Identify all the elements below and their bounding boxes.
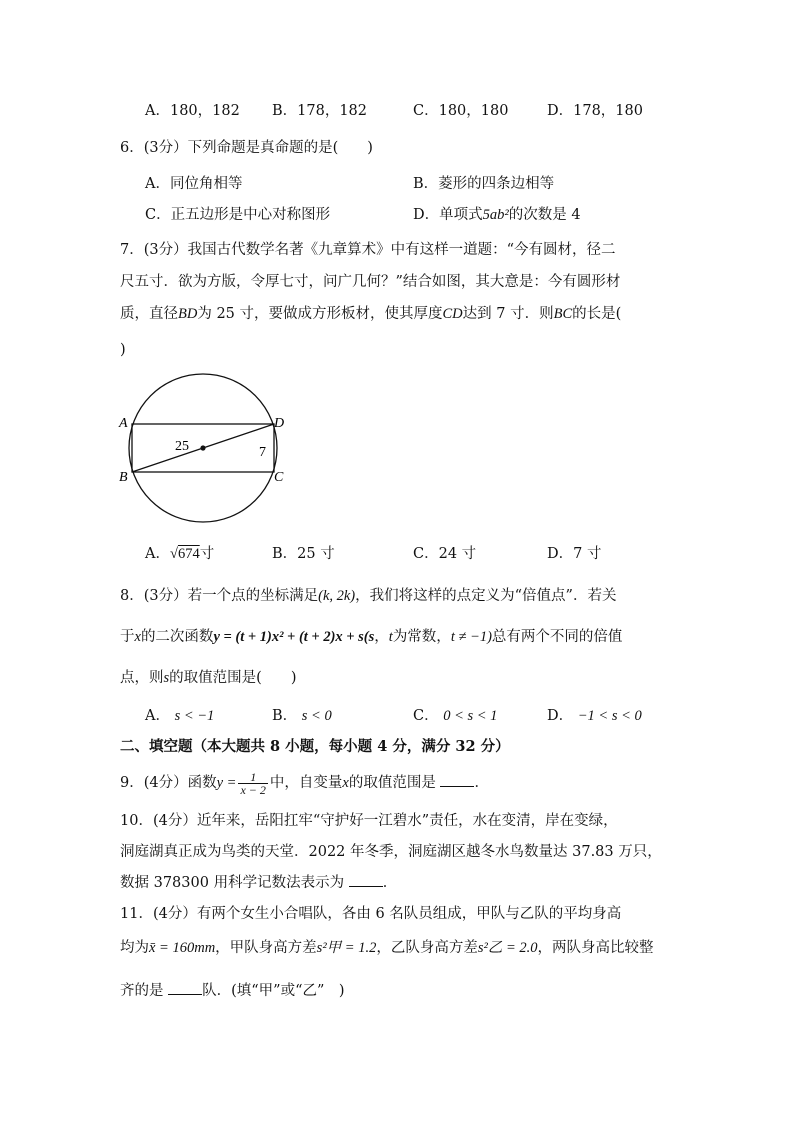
q8-text-c: 于 <box>120 629 135 645</box>
q8-option-d <box>547 706 642 726</box>
label-7: 7 <box>259 445 266 460</box>
q6-stem: 6．(3分）下列命题是真命题的是( ) <box>120 140 373 156</box>
q8-text-b: ，我们将这样的点定义为“倍值点”．若关 <box>355 588 617 604</box>
q10-line-2: 洞庭湖真正成为鸟类的天堂．2022 年冬季，洞庭湖区越冬水鸟数量达 37.83 万只， <box>120 844 662 860</box>
q7-text-a: 质，直径 <box>120 306 178 322</box>
q5-option-b: B．178，182 <box>272 103 368 119</box>
q6-option-d-monomial: 5ab² <box>482 207 509 223</box>
q8-var-s: s <box>163 670 170 686</box>
q8-text-e: ， <box>374 629 389 645</box>
q8-option-d-expr: −1 < s < 0 <box>577 708 642 724</box>
q10-text-end: ． <box>382 875 398 891</box>
q9-var-y: y = <box>216 775 237 791</box>
q9-text-b: 中，自变量 <box>269 775 343 791</box>
q11-text-e: 齐的是 <box>120 983 164 999</box>
q6-option-c: C．正五边形是中心对称图形 <box>145 207 331 223</box>
q10-answer-blank[interactable] <box>349 872 383 887</box>
q7-option-a-label: A． <box>145 546 170 562</box>
label-a: A <box>119 416 128 431</box>
q10-text: 数据 378300 用科学记数法表示为 <box>120 875 345 891</box>
q7-line-1: 7．(3分）我国古代数学名著《九章算术》中有这样一道题：“今有圆材，径二 <box>120 242 616 258</box>
q8-option-a-expr: s < −1 <box>174 708 215 724</box>
q8-option-d-label: D． <box>547 708 574 724</box>
q7-line-4: ) <box>120 342 126 358</box>
q11-text-f: 队．(填“甲”或“乙” ) <box>202 983 345 999</box>
q8-text-i: 的取值范围是( ) <box>169 670 297 686</box>
q11-answer-blank[interactable] <box>168 980 202 995</box>
q9-line <box>120 770 489 796</box>
q8-text-f: 为常数， <box>392 629 451 645</box>
q5-option-d: D．178，180 <box>547 103 643 119</box>
q7-var-bd: BD <box>178 306 198 322</box>
q6-option-d-suffix: 的次数是 4 <box>508 207 581 223</box>
q11-line-2 <box>120 938 653 958</box>
q8-option-b-label: B． <box>272 708 298 724</box>
q7-text-b: 为 25 寸，要做成方形板材，使其厚度 <box>197 306 443 322</box>
q9-denominator: x − 2 <box>240 782 266 797</box>
q11-line-3 <box>120 980 345 1001</box>
q7-option-b: B．25 寸 <box>272 546 335 562</box>
q7-var-bc: BC <box>553 306 573 322</box>
label-b: B <box>119 470 128 485</box>
q9-answer-blank[interactable] <box>440 772 474 787</box>
q8-option-c-expr: 0 < s < 1 <box>443 708 498 724</box>
q8-option-a-label: A． <box>145 708 170 724</box>
q8-option-c <box>413 706 497 726</box>
q8-text-h: 点，则 <box>120 670 164 686</box>
q11-mean-expr: x̄ = 160mm <box>149 940 216 956</box>
label-c: C <box>274 470 284 485</box>
q9-fraction <box>238 771 267 796</box>
q11-variance-yi: s²乙 = 2.0 <box>477 940 538 956</box>
q9-text-a: 9．(4分）函数 <box>120 775 217 791</box>
q6-option-d-prefix: D．单项式 <box>413 207 483 223</box>
q7-line-2: 尺五寸．欲为方版，令厚七寸，问广几何？”结合如图，其大意是：今有圆形材 <box>120 274 621 290</box>
q7-option-a-radical: √674 <box>169 546 200 562</box>
q7-text-d: 的长是( <box>572 306 622 322</box>
q11-text-d: ，两队身高比较整 <box>537 940 654 956</box>
label-d: D <box>274 416 285 431</box>
q7-option-a-unit: 寸 <box>199 546 215 562</box>
q8-option-b-expr: s < 0 <box>301 708 332 724</box>
section-2-heading: 二、填空题（本大题共 8 小题，每小题 4 分，满分 32 分） <box>120 738 510 755</box>
q5-option-c: C．180，180 <box>413 103 509 119</box>
q11-text-b: ，甲队身高方差 <box>215 940 317 956</box>
q7-line-3 <box>120 304 621 324</box>
q6-option-d <box>413 205 581 225</box>
q6-option-b: B．菱形的四条边相等 <box>413 176 555 192</box>
q7-option-a-radicand: 674 <box>177 546 200 562</box>
q9-numerator: 1 <box>238 771 267 784</box>
q11-variance-jia: s²甲 = 1.2 <box>316 940 377 956</box>
q8-text-a: 8．(3分）若一个点的坐标满足 <box>120 588 319 604</box>
q10-line-3 <box>120 872 397 893</box>
q5-option-a: A．180，182 <box>145 103 240 119</box>
q8-var-t: t <box>388 629 393 645</box>
q7-option-c: C．24 寸 <box>413 546 477 562</box>
q9-text-d: ． <box>474 775 489 791</box>
q8-condition: t ≠ −1) <box>450 629 492 645</box>
center-point <box>200 445 205 450</box>
q7-option-a <box>145 544 214 564</box>
q8-line-2 <box>120 627 622 647</box>
q6-option-a: A．同位角相等 <box>145 176 243 192</box>
q11-text-a: 均为 <box>120 940 149 956</box>
q11-line-1: 11．(4分）有两个女生小合唱队，各由 6 名队员组成，甲队与乙队的平均身高 <box>120 906 622 922</box>
q7-circle-figure <box>112 368 302 533</box>
q8-point-expr: (k, 2k) <box>318 588 356 604</box>
q8-option-c-label: C． <box>413 708 439 724</box>
q7-option-d: D．7 寸 <box>547 546 602 562</box>
q10-line-1: 10．(4分）近年来，岳阳扛牢“守护好一江碧水”责任，水在变清，岸在变绿， <box>120 813 618 829</box>
q7-var-cd: CD <box>442 306 463 322</box>
label-25: 25 <box>175 439 189 454</box>
q8-option-b <box>272 706 332 726</box>
q11-text-c: ，乙队身高方差 <box>376 940 478 956</box>
q8-line-1 <box>120 586 616 606</box>
q9-text-c: 的取值范围是 <box>348 775 436 791</box>
q8-line-3 <box>120 668 296 688</box>
q8-text-d: 的二次函数 <box>140 629 214 645</box>
q8-text-g: 总有两个不同的倍值 <box>491 629 623 645</box>
q8-function-expr: y = (t + 1)x² + (t + 2)x + s(s <box>213 629 375 645</box>
q8-var-x: x <box>134 629 141 645</box>
q7-text-c: 达到 7 寸．则 <box>462 306 554 322</box>
q9-var-x: x <box>342 775 349 791</box>
q8-option-a <box>145 706 214 726</box>
